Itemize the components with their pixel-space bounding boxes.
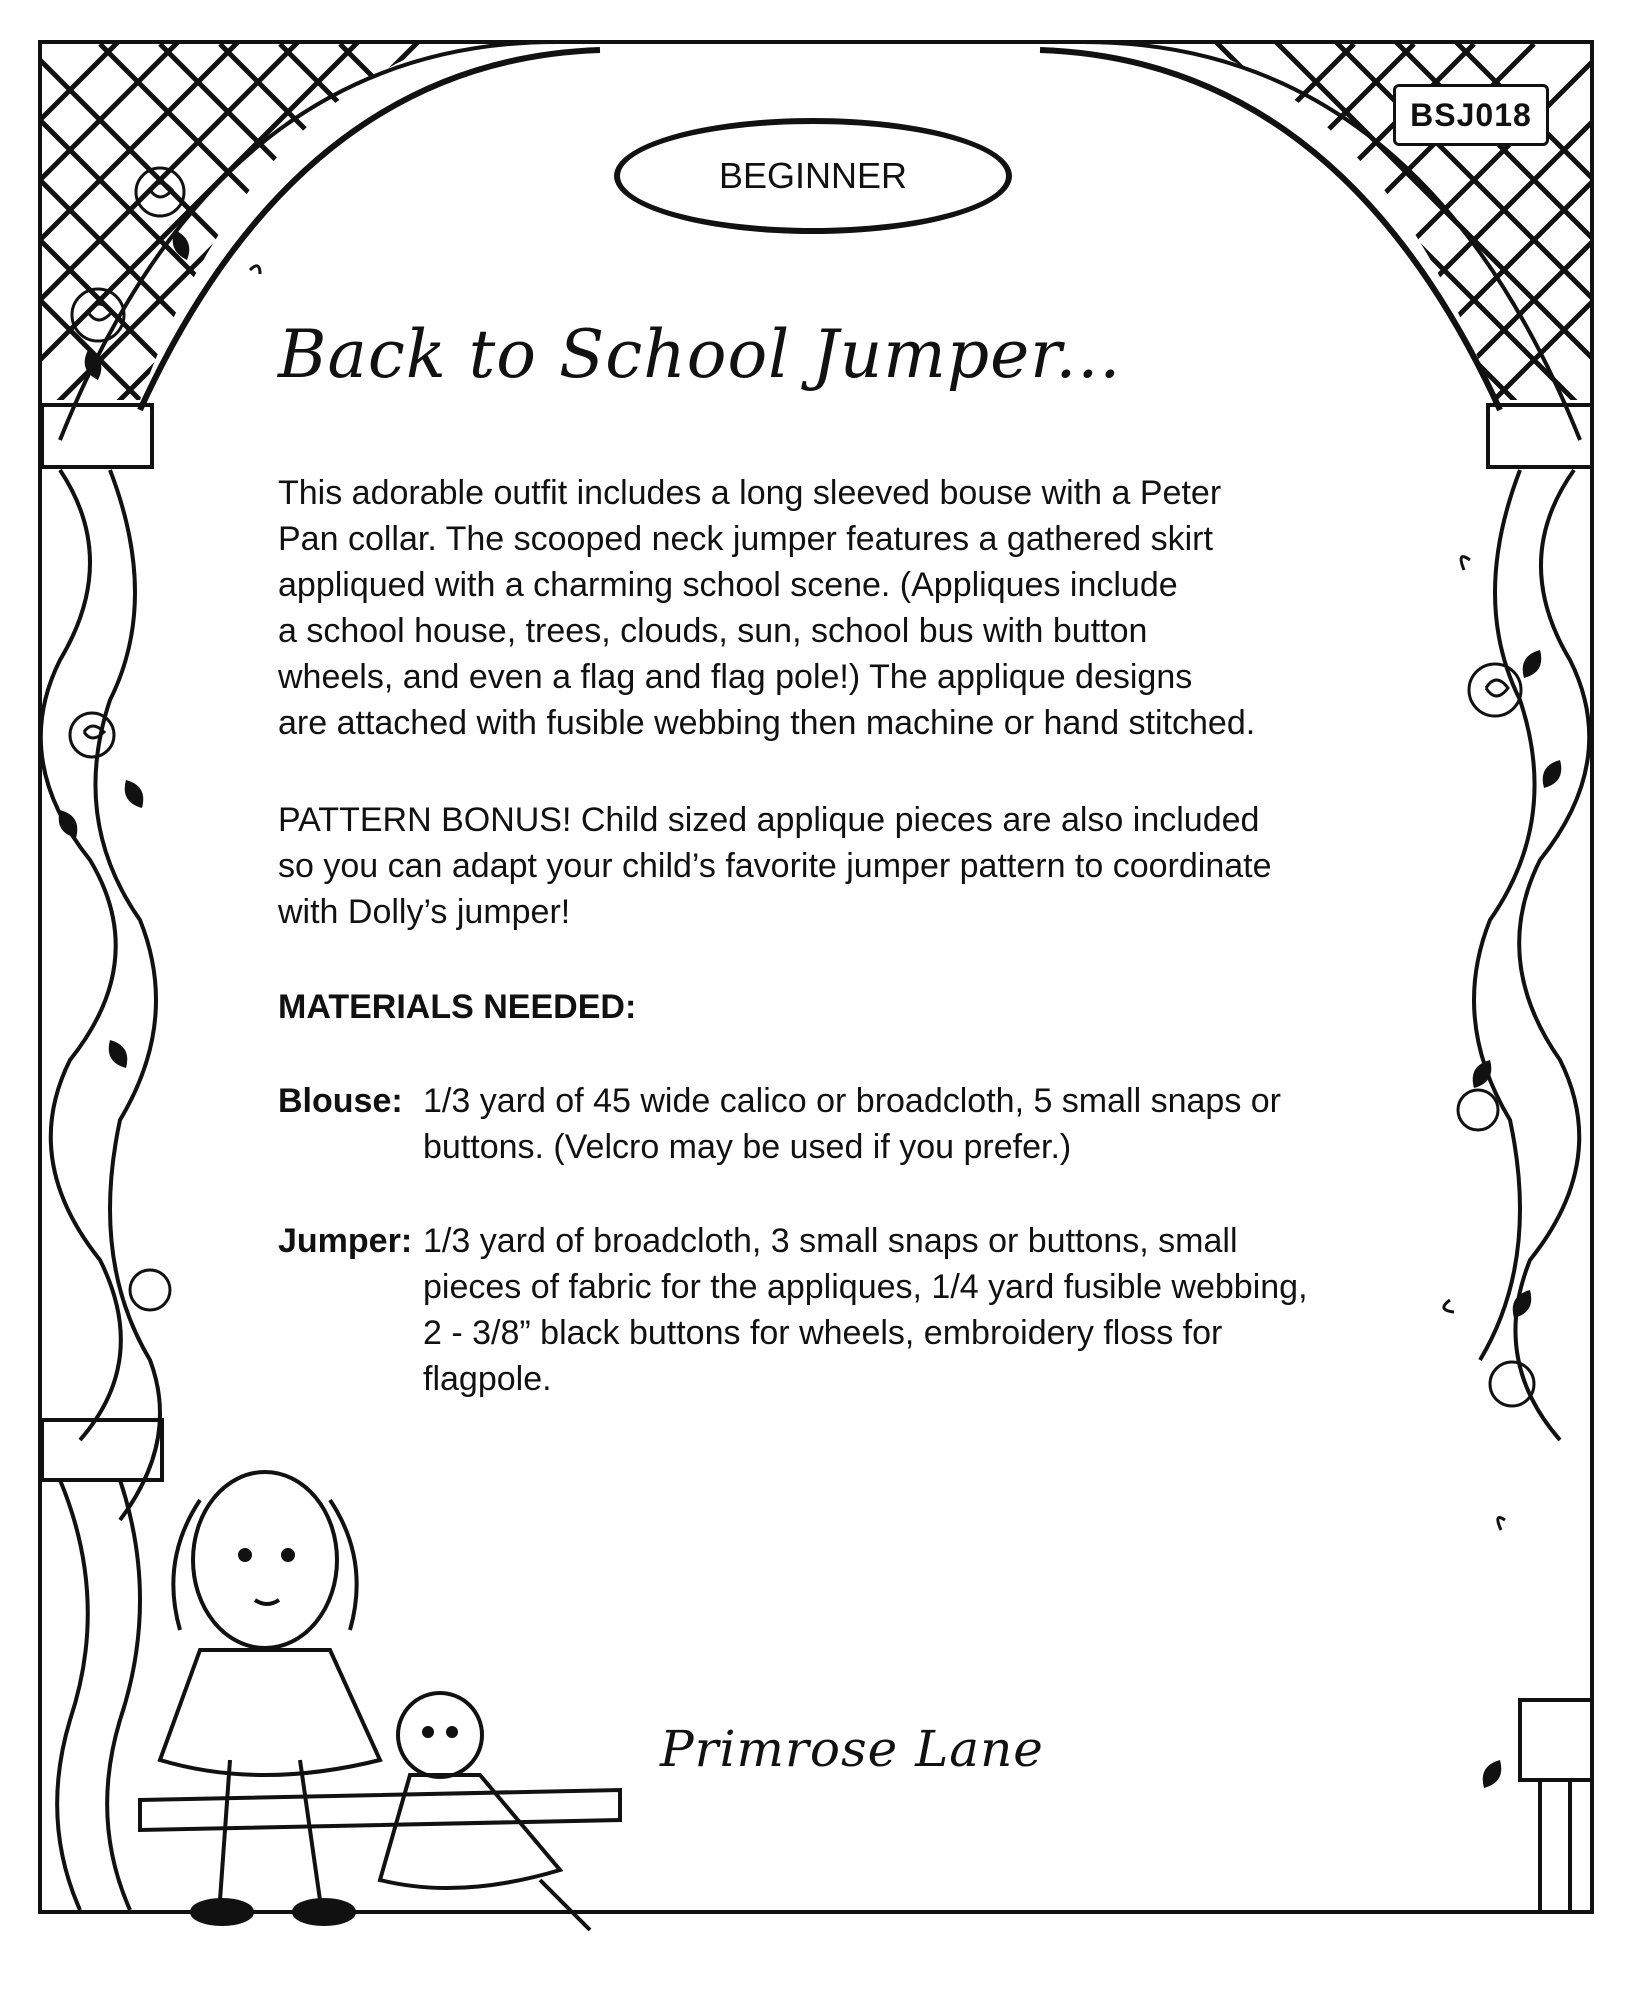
jumper-line: 1/3 yard of broadcloth, 3 small snaps or buttons, small <box>423 1222 1238 1260</box>
skill-level-badge: BEGINNER <box>614 118 1012 234</box>
jumper-line: pieces of fabric for the appliques, 1/4 yard fusible webbing, <box>423 1268 1308 1306</box>
materials-jumper <box>278 1218 1468 1402</box>
bonus-line: so you can adapt your child’s favorite jumper pattern to coordinate <box>278 847 1272 885</box>
intro-line: a school house, trees, clouds, sun, school bus with button <box>278 612 1148 650</box>
blouse-line: 1/3 yard of 45 wide calico or broadcloth, 5 small snaps or <box>423 1082 1282 1120</box>
left-column <box>41 405 162 1910</box>
brand-name: Primrose Lane <box>660 1720 1044 1778</box>
blouse-line: buttons. (Velcro may be used if you prefer.) <box>423 1128 1072 1166</box>
intro-line: are attached with fusible webbing then machine or hand stitched. <box>278 704 1256 742</box>
intro-line: appliqued with a charming school scene. (Appliques include <box>278 566 1178 604</box>
pattern-title: Back to School Jumper... <box>278 316 1122 393</box>
bonus-line: with Dolly’s jumper! <box>278 893 571 931</box>
blouse-label: Blouse: <box>278 1082 403 1120</box>
right-column <box>1474 405 1592 1910</box>
intro-line: wheels, and even a flag and flag pole!) The applique designs <box>278 658 1193 696</box>
intro-line: Pan collar. The scooped neck jumper features a gathered skirt <box>278 520 1213 558</box>
girl-and-doll-illustration <box>140 1472 620 1930</box>
materials-blouse <box>278 1078 1468 1170</box>
jumper-line: 2 - 3/8” black buttons for wheels, embroidery floss for <box>423 1314 1223 1352</box>
intro-line: This adorable outfit includes a long sleeved bouse with a Peter <box>278 474 1222 512</box>
pattern-code-badge: BSJ018 <box>1393 84 1549 146</box>
intro-paragraph <box>278 470 1478 746</box>
materials-heading: MATERIALS NEEDED: <box>278 988 637 1026</box>
bonus-line: PATTERN BONUS! Child sized applique pieces are also included <box>278 801 1260 839</box>
jumper-label: Jumper: <box>278 1222 413 1260</box>
bonus-paragraph <box>278 797 1478 935</box>
jumper-line: flagpole. <box>423 1360 552 1398</box>
